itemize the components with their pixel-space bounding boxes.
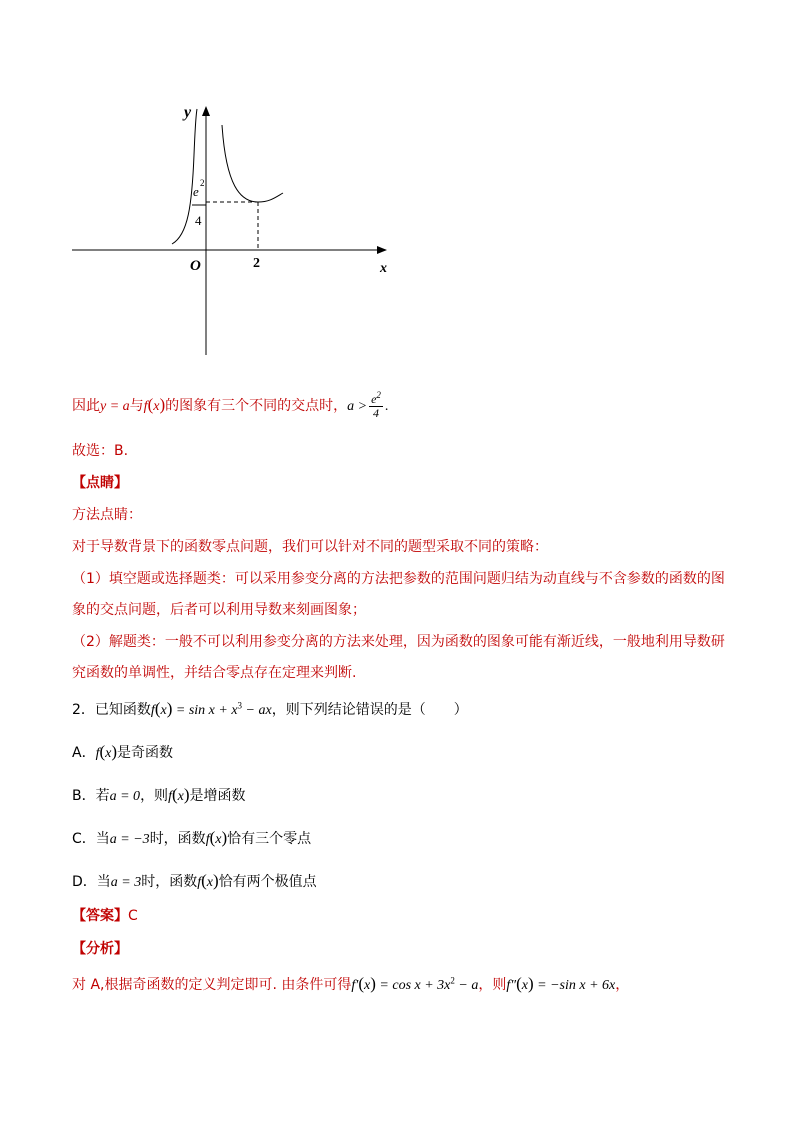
inequality: a > <box>347 399 368 414</box>
left-branch-curve <box>172 109 197 244</box>
paren-right: ) <box>183 785 190 804</box>
right-branch-curve <box>222 125 283 202</box>
tip-line-3: 象的交点问题，后者可以利用导数来刻画图象； <box>72 602 366 618</box>
conclusion-line <box>72 389 732 420</box>
paren-left: ( <box>171 785 178 804</box>
derivative-var: x <box>364 978 371 993</box>
option-cond: a = 0 <box>109 789 141 804</box>
first-derivative: f′ <box>351 978 359 993</box>
paren-right: ) <box>111 742 118 761</box>
paren-left: ( <box>358 974 365 993</box>
answer-value: C <box>128 908 138 924</box>
option-mid: 时，函数 <box>149 831 206 847</box>
fraction-denominator: 4 <box>372 405 379 420</box>
func-name: f <box>143 399 148 414</box>
question-number: 2．已知函数 <box>72 702 151 718</box>
tip-line-1: 对于导数背景下的函数零点问题，我们可以针对不同的题型采取不同的策略： <box>72 539 548 555</box>
conclusion-middle: 与 <box>129 398 144 414</box>
paren-right: ) <box>370 974 376 993</box>
fraction-numerator <box>369 389 383 407</box>
option-var: x <box>206 875 214 890</box>
choice-line: 故选：B. <box>72 443 129 459</box>
paren-right: ) <box>159 395 166 414</box>
y-axis-label: y <box>184 104 192 121</box>
paren-right: ) <box>527 974 534 993</box>
tip-line-2: （1）填空题或选择题类：可以采用参变分离的方法把参数的范围问题归结为动直线与不含参数的函数的图 <box>72 571 725 587</box>
conclusion-eq: y = a <box>100 399 130 414</box>
option-c <box>72 828 732 850</box>
paren-right: ) <box>221 828 228 847</box>
y-tick-lower: 4 <box>195 213 202 228</box>
answer-heading: 【答案】 <box>72 908 128 924</box>
question-line <box>72 699 732 721</box>
conclusion-end: . <box>384 399 389 414</box>
question-exp: 3 <box>237 700 243 711</box>
paren-left: ( <box>516 974 522 993</box>
numerator-base: e <box>371 391 377 406</box>
numerator-exponent: 2 <box>376 389 381 400</box>
question-eq-2: − ax <box>242 703 272 718</box>
option-a <box>72 742 732 764</box>
function-graph <box>60 95 400 365</box>
conclusion-prefix: 因此 <box>72 398 100 414</box>
question-eq-1: = sin x + x <box>172 703 238 718</box>
analysis-text-2: ，则 <box>478 977 507 993</box>
paren-left: ( <box>154 699 161 718</box>
option-letter: D． <box>72 874 97 890</box>
option-mid: 时，函数 <box>141 874 198 890</box>
option-var: x <box>177 789 184 804</box>
analysis-text-3: ， <box>615 977 630 993</box>
paren-left: ( <box>99 742 106 761</box>
option-d <box>72 871 732 893</box>
first-derivative-expr: = cos x + 3x <box>375 978 451 993</box>
tip-heading: 【点睛】 <box>72 475 128 491</box>
option-pre: 若 <box>95 788 110 804</box>
y-tick-upper-base: e <box>193 184 199 199</box>
option-func: f <box>205 832 210 847</box>
option-letter: B． <box>72 788 96 804</box>
option-letter: A． <box>72 745 96 761</box>
func-var: x <box>153 399 160 414</box>
paren-left: ( <box>209 828 216 847</box>
option-var: x <box>105 746 112 761</box>
origin-label: O <box>190 258 201 274</box>
answer-line <box>72 906 732 926</box>
x-axis-label: x <box>380 261 387 276</box>
second-derivative: f″ <box>506 978 517 993</box>
conclusion-suffix: 的图象有三个不同的交点时， <box>165 398 348 414</box>
option-text: 恰有三个零点 <box>227 831 312 847</box>
first-derivative-exp: 2 <box>450 975 455 986</box>
y-tick-upper-exp: 2 <box>200 178 205 188</box>
paren-right: ) <box>166 699 173 718</box>
option-pre: 当 <box>95 831 110 847</box>
paren-left: ( <box>201 871 207 890</box>
option-var: x <box>215 832 222 847</box>
derivative-var: x <box>521 978 528 993</box>
option-pre: 当 <box>96 874 111 890</box>
first-derivative-end: − a <box>454 978 479 993</box>
x-tick-label: 2 <box>253 256 260 271</box>
analysis-line <box>72 974 732 996</box>
analysis-text-1: 对 A,根据奇函数的定义判定即可. 由条件可得 <box>72 977 352 993</box>
paren-left: ( <box>147 395 154 414</box>
tip-line-5: 究函数的单调性，并结合零点存在定理来判断. <box>72 665 357 681</box>
option-func: f <box>197 875 202 890</box>
question-func: f <box>150 703 155 718</box>
option-func: f <box>168 789 172 804</box>
tip-line-4: （2）解题类：一般不可以利用参变分离的方法来处理，因为函数的图象可能有渐近线，一般地利用导数研 <box>72 634 725 650</box>
tip-sub: 方法点睛： <box>72 507 142 523</box>
option-b <box>72 785 732 807</box>
option-func: f <box>95 746 100 761</box>
paren-right: ) <box>213 871 219 890</box>
option-text: 是增函数 <box>189 788 246 804</box>
second-derivative-expr: = −sin x + 6x <box>533 978 616 993</box>
option-letter: C． <box>72 831 96 847</box>
option-text: 是奇函数 <box>117 745 174 761</box>
option-cond: a = −3 <box>109 832 150 847</box>
question-var: x <box>160 703 167 718</box>
question-tail: ，则下列结论错误的是（ ） <box>271 702 468 718</box>
fraction <box>369 389 383 420</box>
option-text: 恰有两个极值点 <box>218 874 317 890</box>
option-mid: ，则 <box>140 788 169 804</box>
analysis-heading: 【分析】 <box>72 941 128 957</box>
option-cond: a = 3 <box>110 875 142 890</box>
